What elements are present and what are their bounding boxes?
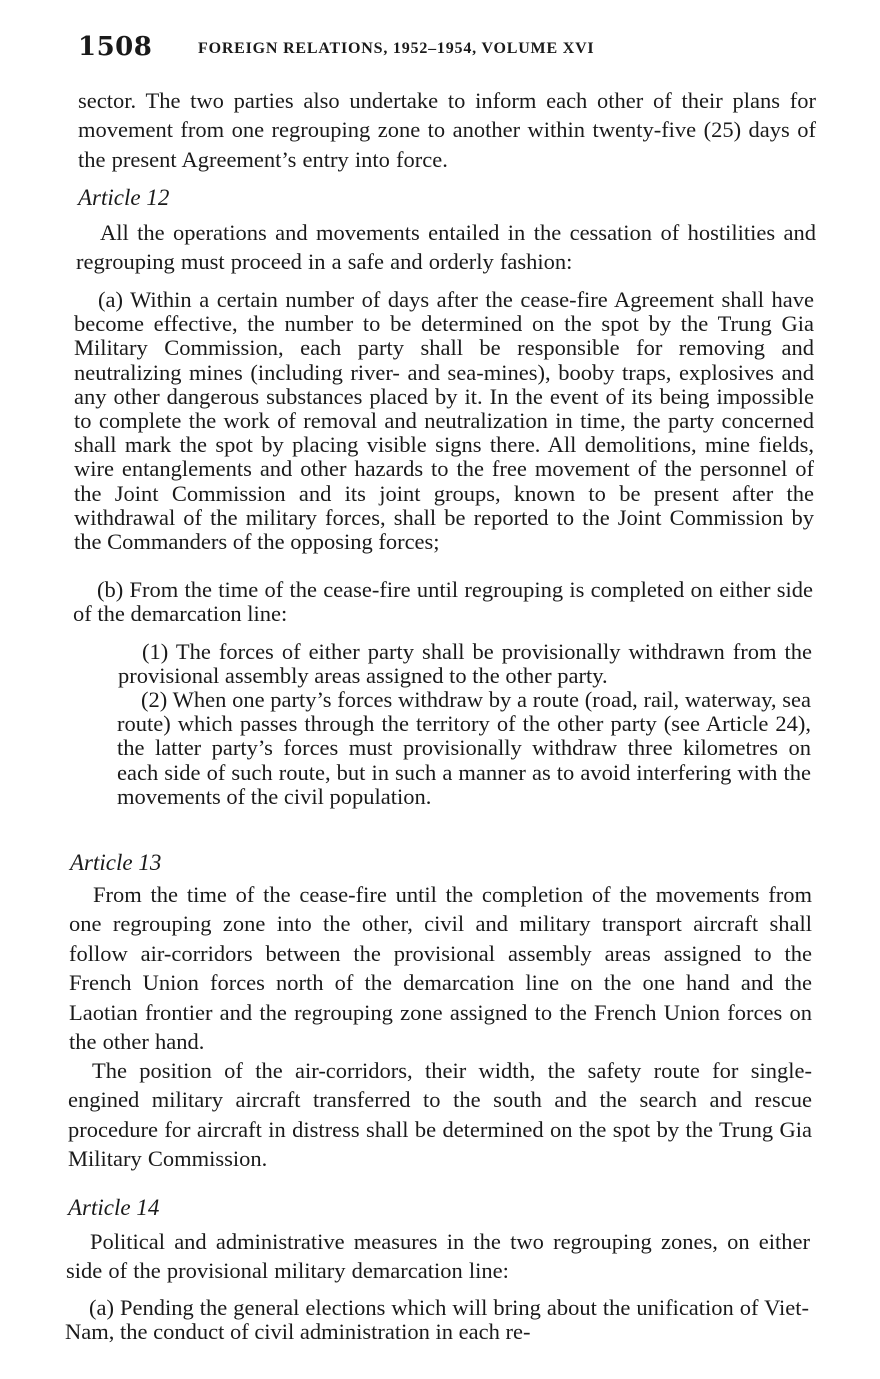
page-number: 1508 (78, 32, 153, 62)
article-13-paragraph-1: From the time of the cease-fire until the completion of the movements from one regrouping zone into the other, civil and military transport aircraft shall follow air-corridors between the provisional assembly areas assigned to the French Union forces north of the demarcation line on the one hand and the Laotian frontier and the regrouping zone assigned to the French Union forces on the other hand. (69, 882, 812, 1055)
article-14-item-a-text: Pending the general elections which will bring about the unification of Viet-Nam, the conduct of civil administration in each re- (65, 1295, 809, 1345)
article-14-heading: Article 14 (68, 1195, 160, 1220)
subitem-2-text: When one party’s forces withdraw by a route (road, rail, waterway, sea route) which passes through the territory of the other party (see Article 24), the latter party’s forces must provisionally withdraw three kilometres on each side of such route, but in such a manner as to avoid interfering with the movements of the civil population. (117, 687, 811, 809)
article-13-heading: Article 13 (70, 850, 162, 875)
article-14-item-a (65, 1296, 809, 1344)
running-header (78, 30, 818, 70)
article-14-item-a-label: (a) (89, 1295, 114, 1320)
item-b-label: (b) (97, 577, 124, 602)
subitem-2-label: (2) (141, 687, 168, 712)
article-13-paragraph-2: The position of the air-corridors, their width, the safety route for single-engined military aircraft transferred to the south and the search and rescue procedure for aircraft in distress shall be determined on the spot by the Trung Gia Military Commission. (68, 1058, 812, 1172)
article-12-subitem-1 (118, 640, 812, 688)
article-12-intro: All the operations and movements entailed in the cessation of hostilities and regrouping must proceed in a safe and orderly fashion: (76, 220, 816, 275)
article-14-intro: Political and administrative measures in the two regrouping zones, on either side of the provisional military demarcation line: (66, 1229, 810, 1284)
running-title: FOREIGN RELATIONS, 1952–1954, VOLUME XVI (198, 40, 595, 57)
article-12-heading: Article 12 (78, 185, 170, 210)
subitem-1-text: The forces of either party shall be provisionally withdrawn from the provisional assembly areas assigned to the other party. (118, 639, 813, 689)
item-a-label: (a) (98, 287, 123, 312)
article-12-item-b (73, 578, 813, 626)
item-a-text: Within a certain number of days after the cease-fire Agreement shall have become effective, the number to be determined on the spot by the Trung Gia Military Commission, each party shall be responsible for removing and neutralizing mines (including river- and sea-mines), booby traps, explosives and any other dangerous substances placed by it. In the event of its being impossible to complete the work of removal and neutralization in time, the party concerned shall mark the spot by placing visible signs there. All demolitions, mine fields, wire entanglements and other hazards to the free movement of the personnel of the Joint Commission and its joint groups, known to be present after the withdrawal of the military forces, shall be reported to the Joint Commission by the Commanders of the opposing forces; (74, 287, 815, 555)
item-b-text: From the time of the cease-fire until regrouping is completed on either side of the demarcation line: (73, 577, 814, 627)
continued-paragraph: sector. The two parties also undertake to inform each other of their plans for movement from one regrouping zone to another within twenty-five (25) days of the present Agreement’s entry into force. (78, 88, 816, 172)
article-12-subitem-2 (117, 688, 811, 809)
article-12-item-a (74, 288, 814, 554)
subitem-1-label: (1) (142, 639, 169, 664)
